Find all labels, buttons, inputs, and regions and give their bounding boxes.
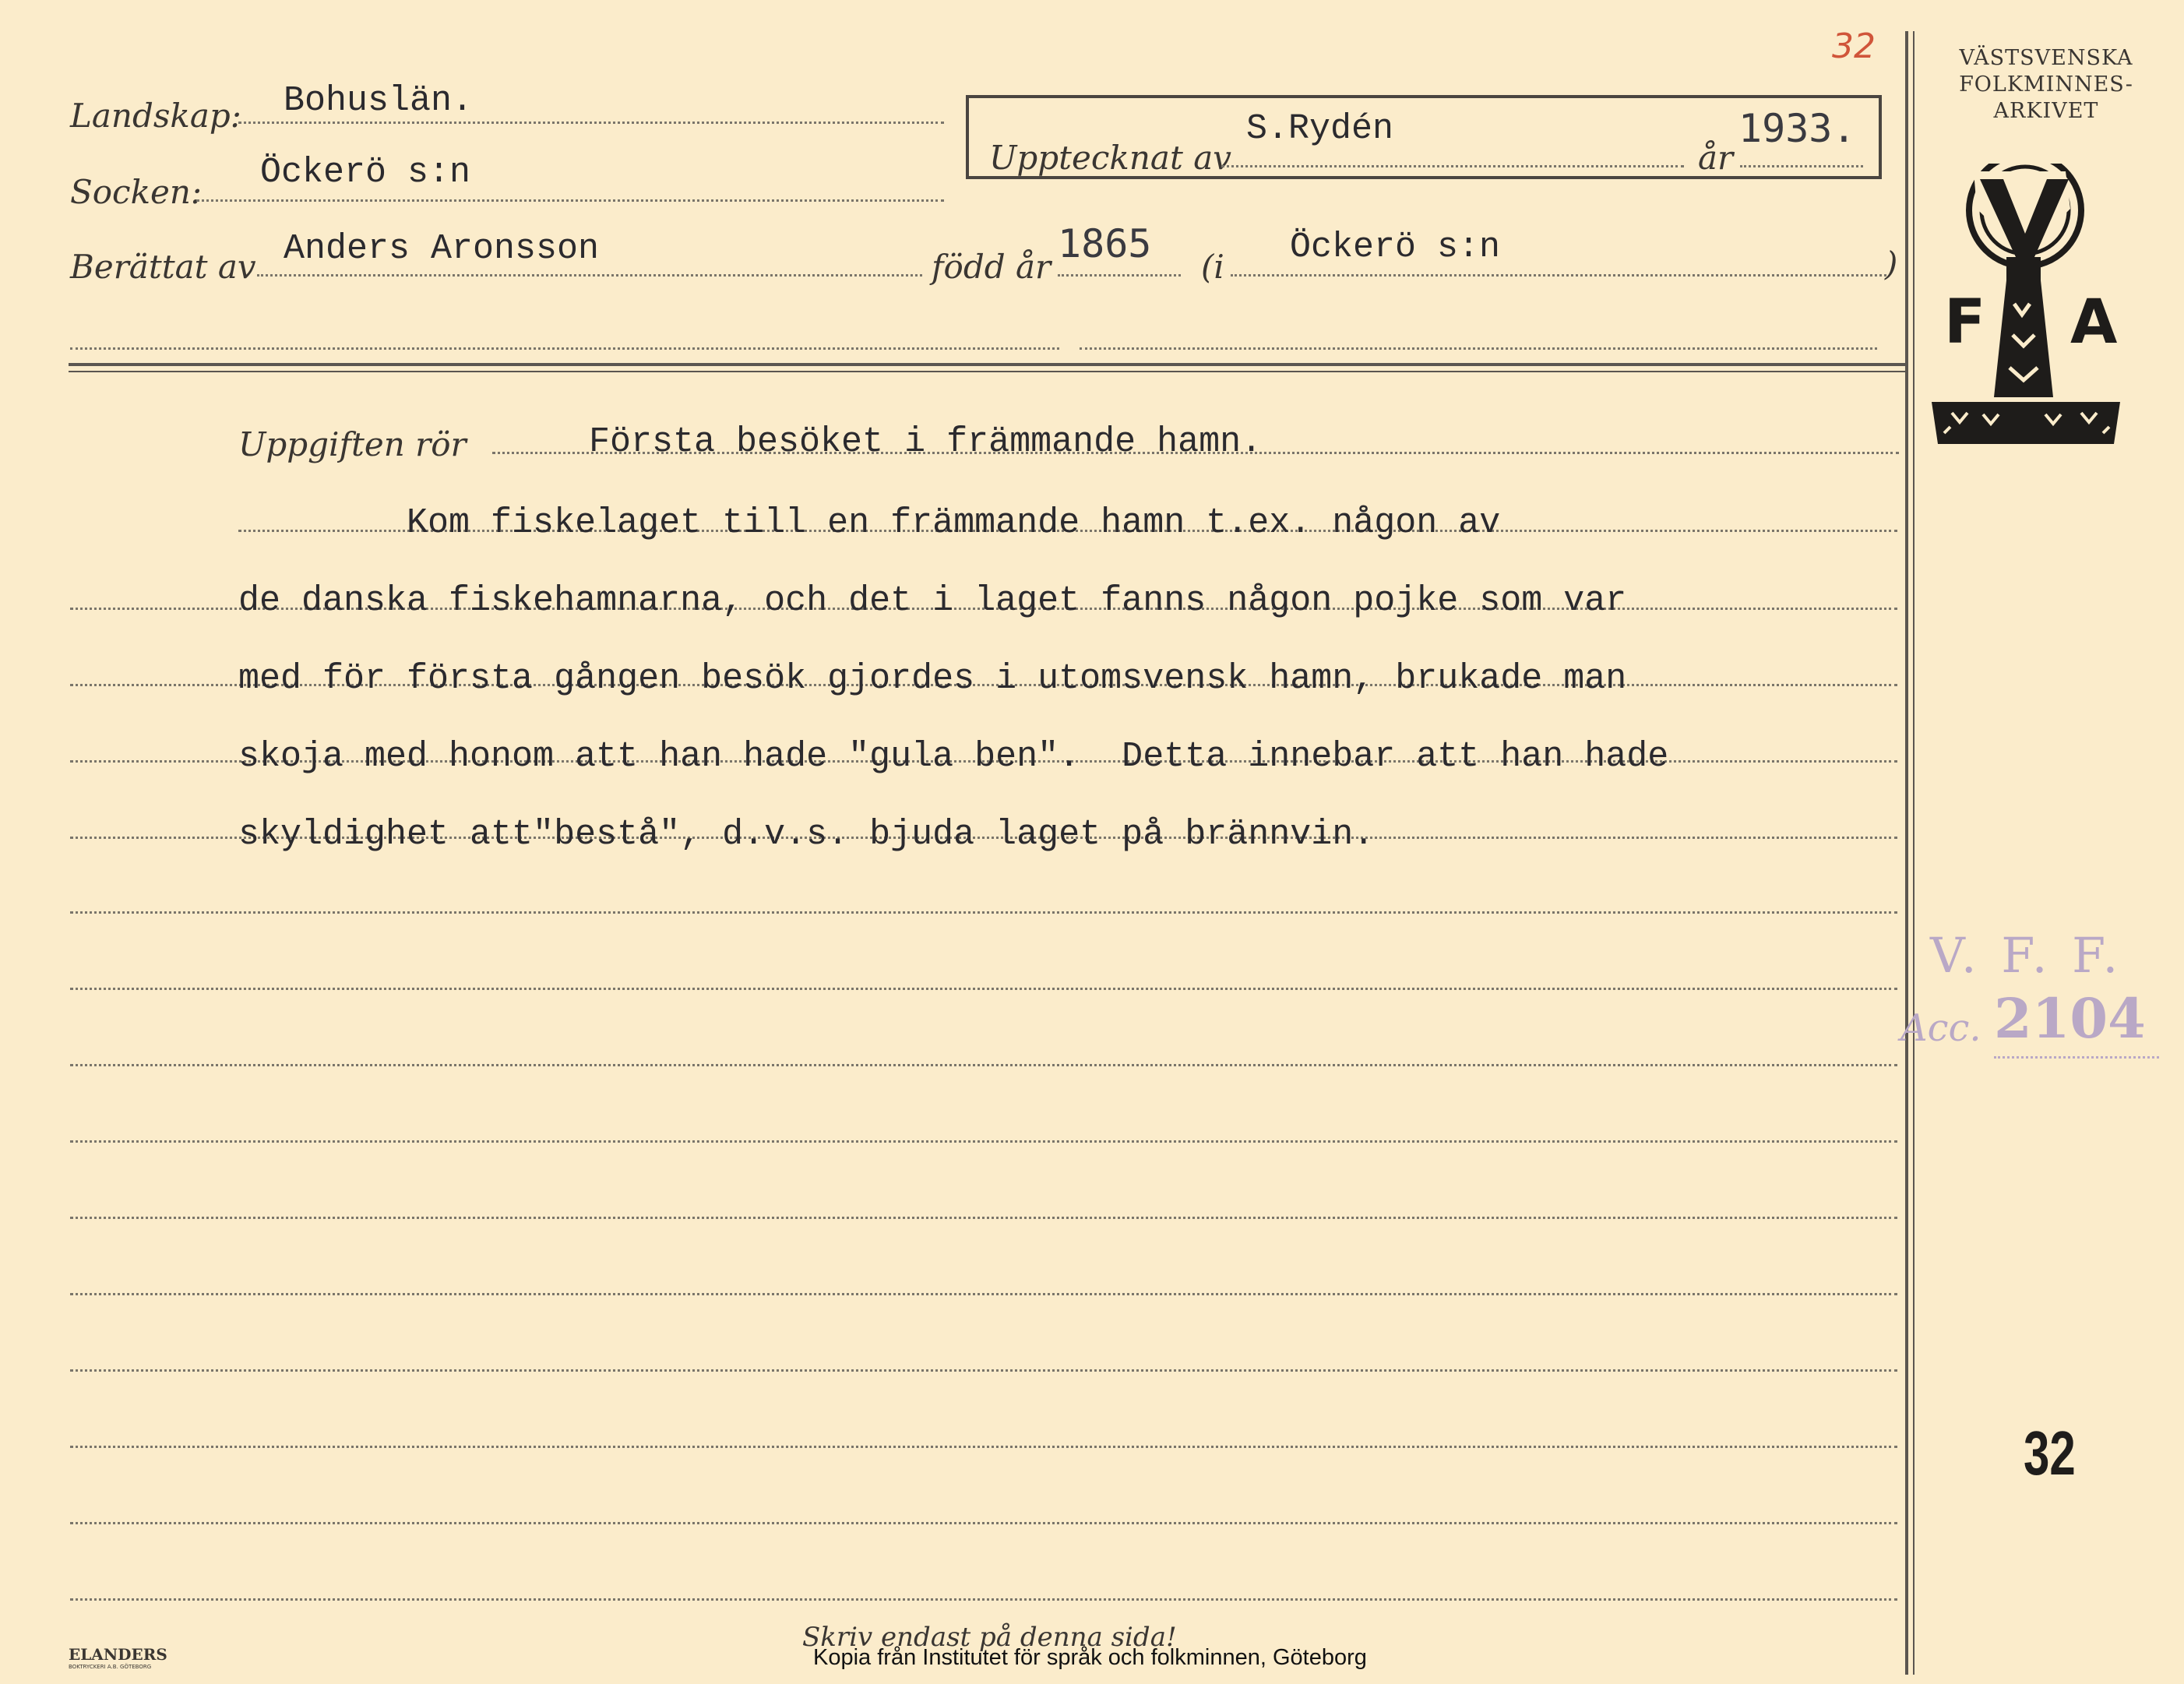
stamp-acc-label: Acc.: [1900, 1006, 1981, 1050]
body-line-14: [70, 1522, 1897, 1524]
body-line-15: [70, 1598, 1897, 1601]
socken-line: [196, 199, 944, 202]
sheet-number-handwritten: 32: [1832, 26, 1876, 66]
berattat-label: Berättat av: [70, 248, 256, 286]
footer-instruction: Skriv endast på denna sida!: [802, 1622, 1177, 1653]
archive-logo-icon: [1929, 164, 2139, 460]
margin-rule: [1905, 31, 1908, 1675]
ar-line: [1740, 165, 1863, 167]
ar-label: år: [1698, 139, 1734, 177]
i-value: Öckerö s:n: [1290, 227, 1501, 267]
body-line-10: [70, 1217, 1897, 1219]
body-line-6: [70, 911, 1897, 914]
printer-sub-mark: BOKTRYCKERI A.B. GÖTEBORG: [69, 1664, 152, 1670]
socken-label: Socken:: [70, 173, 203, 211]
archive-name-line1: VÄSTSVENSKA: [1959, 46, 2133, 70]
stamp-acc-line: [1994, 1056, 2159, 1059]
header-blank-line-right: [1080, 347, 1877, 350]
logo-letter-f: F: [1944, 287, 1986, 358]
uppteck-line: [1221, 165, 1684, 167]
header-rule-thin: [69, 371, 1905, 372]
landskap-label: Landskap:: [70, 97, 241, 135]
body-line-11: [70, 1293, 1897, 1295]
header-rule: [69, 363, 1905, 366]
uppteck-label: Upptecknat av: [989, 139, 1231, 177]
socken-value: Öckerö s:n: [260, 153, 471, 192]
logo-letter-a: A: [2070, 287, 2118, 358]
fodd-label: född år: [932, 248, 1051, 286]
fodd-value: 1865: [1058, 221, 1152, 266]
body-text-line-5: skyldighet att"bestå", d.v.s. bjuda laget på brännvin.: [238, 815, 1375, 854]
subject-value: Första besöket i främmande hamn.: [589, 422, 1263, 462]
landskap-line: [238, 122, 944, 124]
i-close: ): [1885, 245, 1898, 283]
i-line: [1231, 274, 1886, 277]
body-line-7: [70, 988, 1897, 990]
fodd-line: [1058, 274, 1181, 277]
body-text-line-2: de danska fiskehamnarna, och det i laget fanns någon pojke som var: [238, 581, 1627, 621]
body-text-line-3: med för första gången besök gjordes i utomsvensk hamn, brukade man: [238, 659, 1627, 699]
archive-name-line2: FOLKMINNES-: [1959, 72, 2133, 97]
body-text-line-1: Kom fiskelaget till en främmande hamn t.ex. någon av: [238, 503, 1501, 543]
printer-mark: ELANDERS: [69, 1645, 167, 1664]
page-number: 32: [2024, 1418, 2076, 1488]
uppteck-value: S.Rydén: [1246, 109, 1394, 149]
copy-notice: Kopia från Institutet för språk och folkminnen, Göteborg: [813, 1645, 1367, 1670]
berattat-value: Anders Aronsson: [284, 229, 600, 269]
stamp-acc-number: 2104: [1994, 986, 2146, 1051]
body-line-13: [70, 1446, 1897, 1448]
body-line-12: [70, 1369, 1897, 1372]
archive-name-line3: ARKIVET: [1993, 99, 2099, 123]
header-blank-line-left: [70, 347, 1059, 350]
berattat-line: [257, 274, 922, 277]
body-text-line-4: skoja med honom att han hade "gula ben". Detta innebar att han hade: [238, 737, 1669, 777]
stamp-vff: V. F. F.: [1930, 927, 2123, 984]
ar-value: 1933.: [1738, 106, 1856, 151]
margin-rule-thin: [1913, 31, 1915, 1675]
body-line-9: [70, 1140, 1897, 1143]
subject-label: Uppgiften rör: [238, 425, 467, 463]
i-open: (i: [1201, 248, 1224, 286]
body-line-8: [70, 1064, 1897, 1066]
landskap-value: Bohuslän.: [284, 81, 474, 121]
